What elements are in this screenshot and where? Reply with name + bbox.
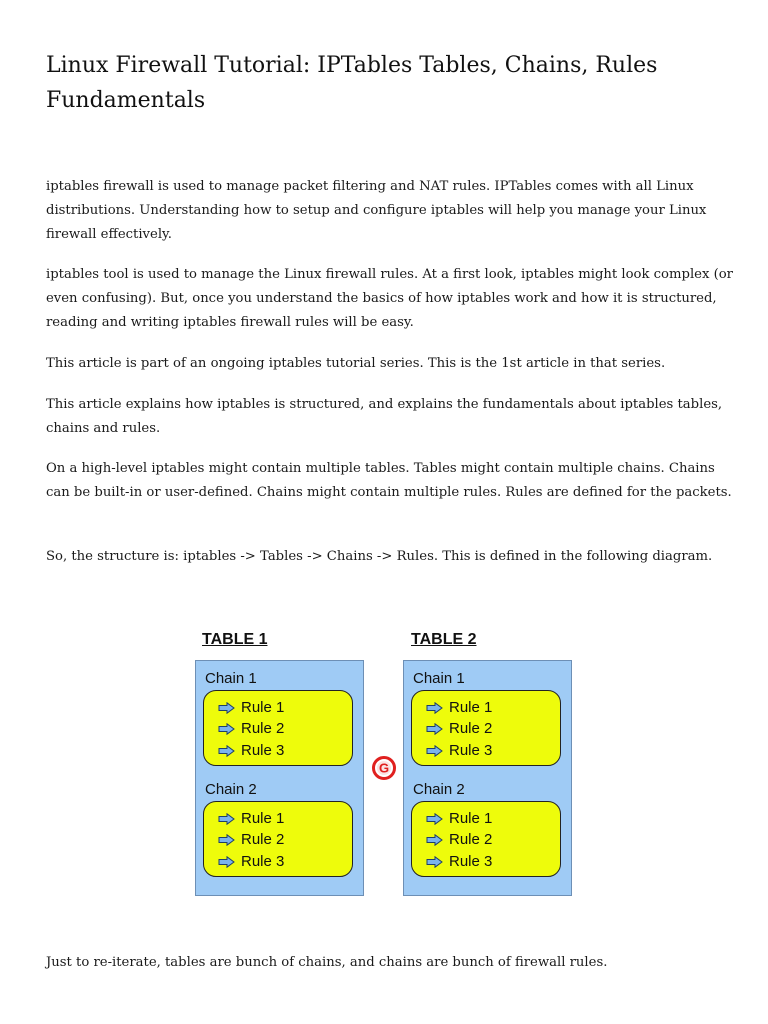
arrow-right-icon [426, 702, 443, 714]
arrow-right-icon [218, 856, 235, 868]
rule-item: Rule 1 [218, 699, 284, 717]
table-label: TABLE 1 [202, 631, 268, 648]
rule-item: Rule 2 [218, 720, 284, 738]
paragraph-reiterate: Just to re-iterate, tables are bunch of chains, and chains are bunch of firewall rules. [46, 955, 608, 970]
table-label: TABLE 2 [411, 631, 477, 648]
rule-item: Rule 3 [218, 853, 284, 871]
rule-item: Rule 3 [218, 742, 284, 760]
logo-letter: G [378, 760, 390, 776]
chain-box [411, 801, 561, 877]
arrow-right-icon [426, 723, 443, 735]
rule-item: Rule 2 [426, 720, 492, 738]
rule-item: Rule 1 [218, 810, 284, 828]
chain-label: Chain 2 [205, 781, 257, 798]
arrow-right-icon [426, 813, 443, 825]
rule-item: Rule 2 [218, 831, 284, 849]
rule-item: Rule 1 [426, 810, 492, 828]
rule-item: Rule 3 [426, 742, 492, 760]
chain-box [203, 690, 353, 766]
table-box [403, 660, 572, 896]
chain-box [411, 690, 561, 766]
rule-item: Rule 1 [426, 699, 492, 717]
arrow-right-icon [426, 834, 443, 846]
paragraph-intro: iptables firewall is used to manage packet filtering and NAT rules. IPTables comes with all Linux distributions. Understanding how to setup and configure iptables will help you manage your Linux firewall effectively. [46, 179, 707, 242]
g-logo-icon [372, 756, 396, 780]
paragraph-article-scope: This article explains how iptables is structured, and explains the fundamentals about iptables tables, chains and rules. [46, 397, 723, 436]
arrow-right-icon [426, 856, 443, 868]
chain-label: Chain 2 [413, 781, 465, 798]
paragraph-series-note: This article is part of an ongoing iptables tutorial series. This is the 1st article in that series. [46, 356, 666, 371]
chain-label: Chain 1 [205, 670, 257, 687]
arrow-right-icon [218, 702, 235, 714]
page-title: Linux Firewall Tutorial: IPTables Tables, Chains, Rules Fundamentals [46, 53, 658, 113]
arrow-right-icon [218, 745, 235, 757]
arrow-right-icon [218, 834, 235, 846]
rule-item: Rule 3 [426, 853, 492, 871]
arrow-right-icon [426, 745, 443, 757]
paragraph-structure: So, the structure is: iptables -> Tables -> Chains -> Rules. This is defined in the following diagram. [46, 549, 713, 564]
arrow-right-icon [218, 723, 235, 735]
paragraph-iptables-tool: iptables tool is used to manage the Linux firewall rules. At a first look, iptables might look complex (or even confusing). But, once you understand the basics of how iptables work and how it is structured, reading and writing iptables firewall rules will be easy. [46, 267, 733, 330]
rule-item: Rule 2 [426, 831, 492, 849]
iptables-structure-diagram [190, 625, 590, 900]
paragraph-high-level: On a high-level iptables might contain multiple tables. Tables might contain multiple chains. Chains can be built-in or user-defined. Chains might contain multiple rules. Rules are defined for the packets. [46, 461, 732, 500]
chain-box [203, 801, 353, 877]
table-box [195, 660, 364, 896]
arrow-right-icon [218, 813, 235, 825]
chain-label: Chain 1 [413, 670, 465, 687]
